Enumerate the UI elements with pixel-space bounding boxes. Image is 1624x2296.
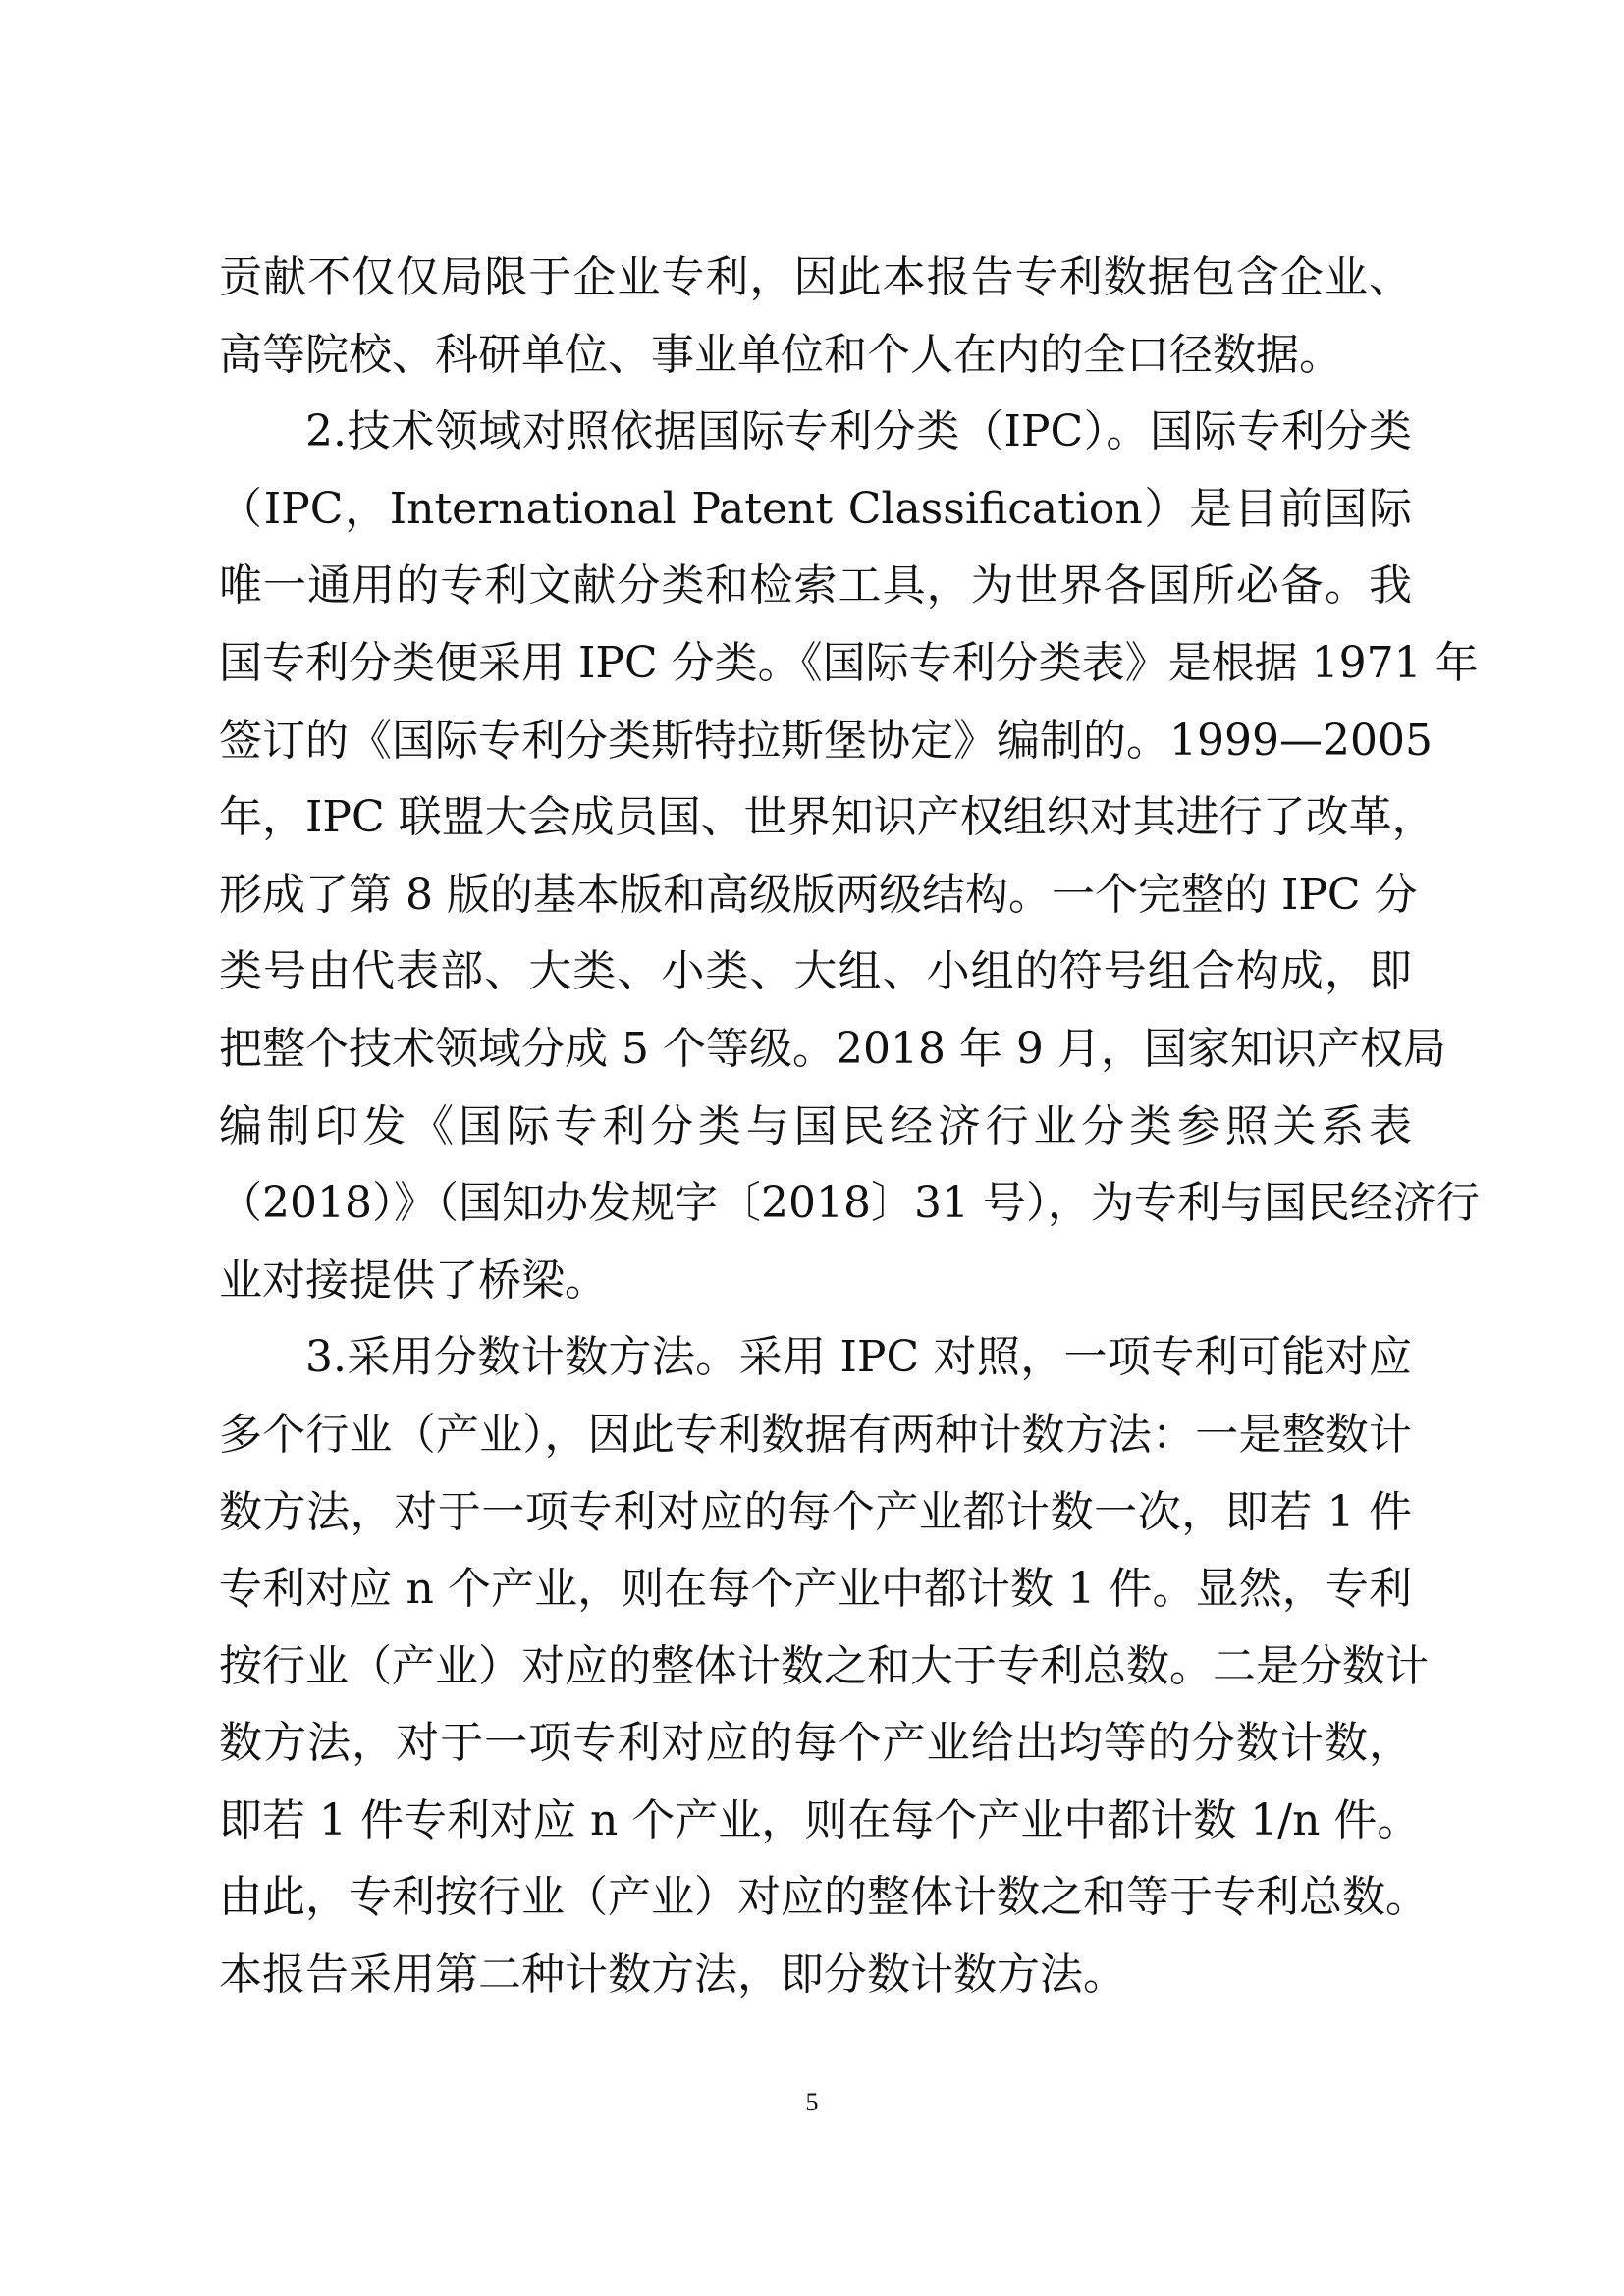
text-line: 形成了第 8 版的基本版和高级版两级结构。一个完整的 IPC 分 (219, 869, 1418, 920)
text-line: （IPC，International Patent Classification）是目前国际 (219, 483, 1412, 534)
text-line: 数方法，对于一项专利对应的每个产业给出均等的分数计数， (219, 1718, 1412, 1769)
text-line: （2018）》（国知办发规字〔2018〕31 号），为专利与国民经济行 (219, 1178, 1480, 1229)
text-line: 多个行业（产业），因此专利数据有两种计数方法：一是整数计 (219, 1409, 1412, 1460)
body-text (219, 240, 1480, 2014)
text-line: 专利对应 n 个产业，则在每个产业中都计数 1 件。显然，专利 (219, 1564, 1412, 1615)
text-line: 签订的《国际专利分类斯特拉斯堡协定》编制的。1999—2005 (219, 715, 1433, 766)
page-number: 5 (805, 2088, 819, 2116)
text-line: 类号由代表部、大类、小类、大组、小组的符号组合构成，即 (219, 946, 1412, 997)
paragraph-heading-counting: 3.采用分数计数方法。采用 IPC 对照，一项专利可能对应 (305, 1332, 1412, 1383)
text-line: 编制印发《国际专利分类与国民经济行业分类参照关系表 (219, 1100, 1412, 1151)
text-line: 贡献不仅仅局限于企业专利，因此本报告专利数据包含企业、 (219, 252, 1412, 302)
text-line: 业对接提供了桥梁。 (219, 1255, 608, 1306)
text-line: 把整个技术领域分成 5 个等级。2018 年 9 月，国家知识产权局 (219, 1023, 1446, 1074)
text-line: 国专利分类便采用 IPC 分类。《国际专利分类表》是根据 1971 年 (219, 637, 1479, 688)
text-line: 年，IPC 联盟大会成员国、世界知识产权组织对其进行了改革， (219, 792, 1435, 843)
text-line: 由此，专利按行业（产业）对应的整体计数之和等于专利总数。 (219, 1872, 1429, 1923)
text-line: 数方法，对于一项专利对应的每个产业都计数一次，即若 1 件 (219, 1486, 1412, 1537)
text-line: 按行业（产业）对应的整体计数之和大于专利总数。二是分数计 (219, 1640, 1429, 1691)
text-line: 高等院校、科研单位、事业单位和个人在内的全口径数据。 (219, 329, 1342, 380)
paragraph-heading-ipc: 2.技术领域对照依据国际专利分类（IPC）。国际专利分类 (305, 406, 1412, 457)
text-line: 唯一通用的专利文献分类和检索工具，为世界各国所必备。我 (219, 561, 1412, 612)
text-line: 即若 1 件专利对应 n 个产业，则在每个产业中都计数 1/n 件。 (219, 1794, 1421, 1845)
text-line: 本报告采用第二种计数方法，即分数计数方法。 (219, 1949, 1126, 2001)
